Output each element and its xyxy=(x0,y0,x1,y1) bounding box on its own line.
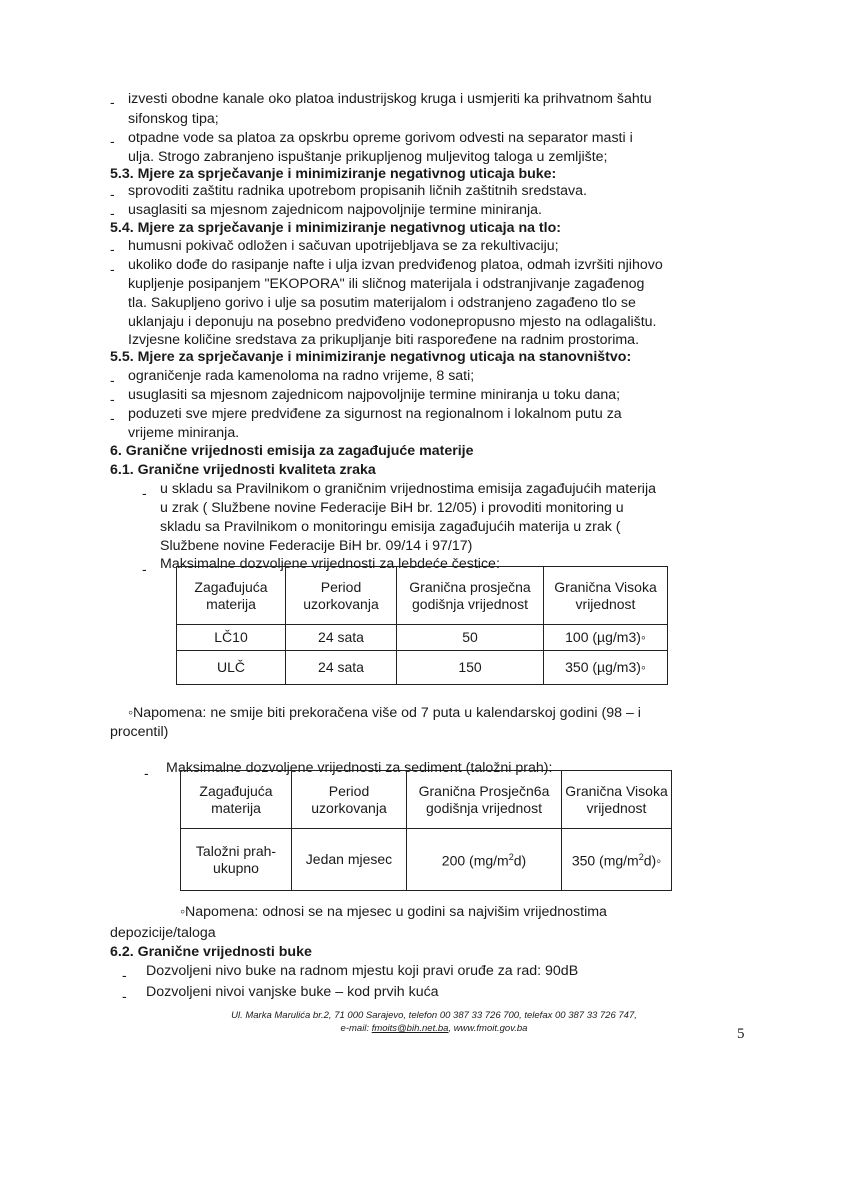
note-text: ◦Napomena: odnosi se na mjesec u godini sa najvišim vrijednostima xyxy=(180,904,607,920)
table-row xyxy=(177,625,668,651)
text-line: poduzeti sve mjere predviđene za sigurnost na regionalnom i lokalnom putu za xyxy=(128,406,622,422)
table-header-cell: Granična prosječna godišnja vrijednost xyxy=(397,567,544,625)
table-row xyxy=(177,651,668,685)
table-header-cell: Granična Visoka vrijednost xyxy=(544,567,668,625)
table-cell: 350 $(mg/m^2d)◦$ xyxy=(562,829,672,891)
table-header-row xyxy=(181,771,672,829)
note-text: ◦Napomena: ne smije biti prekoračena više od 7 puta u kalendarskoj godini (98 – i xyxy=(128,705,641,721)
sediment-limits-table xyxy=(180,770,672,891)
note-text: depozicije/taloga xyxy=(110,925,216,941)
table-header-cell: Period uzorkovanja xyxy=(292,771,407,829)
table-cell: Jedan mjesec xyxy=(292,829,407,891)
text-line: usaglasiti sa mjesnom zajednicom najpovoljnije termine miniranja. xyxy=(128,202,542,218)
bullet-dash: - xyxy=(142,561,147,577)
table-cell: 200 $(mg/m^2d)$ xyxy=(407,829,562,891)
bullet-dash: - xyxy=(110,261,115,277)
text-line: Maksimalne dozvoljene vrijednosti za lebdeće čestice: xyxy=(160,556,500,572)
table-header-cell: Granična Visoka vrijednost xyxy=(562,771,672,829)
section-heading-5-4: 5.4. Mjere za sprječavanje i minimiziranje negativnog uticaja na tlo: xyxy=(110,220,561,236)
bullet-dash: - xyxy=(110,391,115,407)
bullet-dash: - xyxy=(142,485,147,501)
text-line: ukoliko dođe do rasipanje nafte i ulja izvan predviđenog platoa, odmah izvršiti njihovo xyxy=(128,257,663,273)
text-line: Izvjesne količine sredstava za prikupljanje biti raspoređene na radnim prostorima. xyxy=(128,332,640,348)
text-line: ograničenje rada kamenoloma na radno vrijeme, 8 sati; xyxy=(128,368,475,384)
section-heading-5-3: 5.3. Mjere za sprječavanje i minimiziranje negativnog uticaja buke: xyxy=(110,166,557,182)
table-header-cell: Zagađujuća materija xyxy=(177,567,286,625)
bullet-dash: - xyxy=(110,372,115,388)
text-line: kupljenje posipanjem "EKOPORA" ili sličnog materijala i odstranjivanje zagađenog xyxy=(128,276,645,292)
text-line: Dozvoljeni nivo buke na radnom mjestu koji pravi oruđe za rad: 90dB xyxy=(146,963,579,979)
section-heading-6: 6. Granične vrijednosti emisija za zagađujuće materije xyxy=(110,443,474,459)
particulate-limits-table xyxy=(176,566,668,685)
text-line: vrijeme miniranja. xyxy=(128,425,240,441)
bullet-dash: - xyxy=(144,765,149,781)
table-cell: LČ10 xyxy=(177,625,286,651)
text-line: tla. Sakupljeno gorivo i ulje sa posutim materijalom i odstranjeno zagađeno tlo se xyxy=(128,295,636,311)
text-line: sifonskog tipa; xyxy=(128,111,219,127)
table-cell: 24 sata xyxy=(286,651,397,685)
text-line: otpadne vode sa platoa za opskrbu opreme gorivom odvesti na separator masti i xyxy=(128,130,633,146)
text-line: Dozvoljeni nivoi vanjske buke – kod prvih kuća xyxy=(146,984,439,1000)
text-line: skladu sa Pravilnikom o monitoringu emisija zagađujućih materija u zrak ( xyxy=(160,519,621,535)
table-cell: 100 (µg/m3)◦ xyxy=(544,625,668,651)
bullet-dash: - xyxy=(110,94,115,110)
text-line: sprovoditi zaštitu radnika upotrebom propisanih ličnih zaštitnih sredstava. xyxy=(128,183,587,199)
table-header-row xyxy=(177,567,668,625)
bullet-dash: - xyxy=(110,205,115,221)
table-header-cell: Period uzorkovanja xyxy=(286,567,397,625)
table-cell: Taložni prah- ukupno xyxy=(181,829,292,891)
table-cell: 50 xyxy=(397,625,544,651)
table-row xyxy=(181,829,672,891)
footer-contact: e-mail: fmoits@bih.net.ba, www.fmoit.gov.ba xyxy=(340,1023,528,1034)
table-cell: 24 sata xyxy=(286,625,397,651)
note-text: procentil) xyxy=(110,724,169,740)
table-header-cell: Zagađujuća materija xyxy=(181,771,292,829)
section-heading-6-1: 6.1. Granične vrijednosti kvaliteta zraka xyxy=(110,462,376,478)
text-line: ulja. Strogo zabranjeno ispuštanje prikupljenog muljevitog taloga u zemljište; xyxy=(128,149,608,165)
text-line: izvesti obodne kanale oko platoa industrijskog kruga i usmjeriti ka prihvatnom šahtu xyxy=(128,91,652,107)
text-line: u zrak ( Službene novine Federacije BiH br. 12/05) i provoditi monitoring u xyxy=(160,500,624,516)
text-line: uklanjaju i deponuju na posebno predviđeno vodonepropusno mjesto na odlagalištu. xyxy=(128,314,657,330)
text-line: humusni pokivač odložen i sačuvan upotrijebljava se za rekultivaciju; xyxy=(128,238,559,254)
text-line: Maksimalne dozvoljene vrijednosti za sediment (taložni prah): xyxy=(166,760,553,776)
email-link[interactable]: fmoits@bih.net.ba xyxy=(371,1023,449,1034)
text-line: usuglasiti sa mjesnom zajednicom najpovoljnije termine miniranja u toku dana; xyxy=(128,387,621,403)
table-header-cell: Granična Prosječn6a godišnja vrijednost xyxy=(407,771,562,829)
bullet-dash: - xyxy=(122,967,127,983)
bullet-dash: - xyxy=(110,186,115,202)
bullet-dash: - xyxy=(110,410,115,426)
table-cell: 350 (µg/m3)◦ xyxy=(544,651,668,685)
footer-address: Ul. Marka Marulića br.2, 71 000 Sarajevo, telefon 00 387 33 726 700, telefax 00 387 33 726 747, xyxy=(231,1010,637,1021)
section-heading-6-2: 6.2. Granične vrijednosti buke xyxy=(110,944,312,960)
bullet-dash: - xyxy=(110,241,115,257)
section-heading-5-5: 5.5. Mjere za sprječavanje i minimiziranje negativnog uticaja na stanovništvo: xyxy=(110,349,632,365)
page-number: 5 xyxy=(737,1026,745,1042)
text-line: Službene novine Federacije BiH br. 09/14 i 97/17) xyxy=(160,538,473,554)
bullet-dash: - xyxy=(122,988,127,1004)
table-cell: 150 xyxy=(397,651,544,685)
text-line: u skladu sa Pravilnikom o graničnim vrijednostima emisija zagađujućih materija xyxy=(160,481,656,497)
bullet-dash: - xyxy=(110,133,115,149)
table-cell: ULČ xyxy=(177,651,286,685)
